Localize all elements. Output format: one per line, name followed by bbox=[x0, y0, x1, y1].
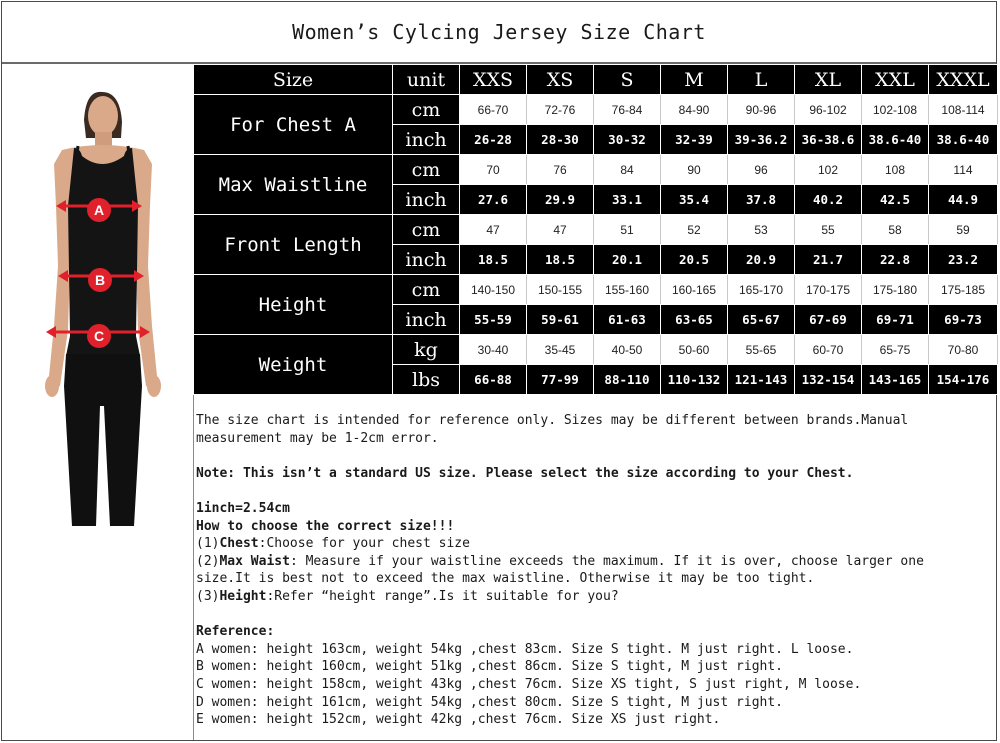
value-cell: 55-59 bbox=[460, 305, 527, 335]
value-cell: 65-67 bbox=[728, 305, 795, 335]
table-row bbox=[194, 95, 998, 125]
title-bar bbox=[2, 2, 996, 64]
header-size-l: L bbox=[728, 65, 795, 95]
value-cell: 155-160 bbox=[594, 275, 661, 305]
reference-item: B women: height 160cm, weight 51kg ,chest 86cm. Size S tight, M just right. bbox=[196, 659, 783, 675]
value-cell: 69-73 bbox=[929, 305, 998, 335]
value-cell: 22.8 bbox=[862, 245, 929, 275]
value-cell: 55-65 bbox=[728, 335, 795, 365]
value-cell: 150-155 bbox=[527, 275, 594, 305]
marker-b: B bbox=[94, 272, 106, 288]
value-cell: 70 bbox=[460, 155, 527, 185]
header-size-xl: XL bbox=[795, 65, 862, 95]
notes-section bbox=[196, 412, 994, 729]
table-header-row bbox=[194, 65, 998, 95]
value-cell: 44.9 bbox=[929, 185, 998, 215]
header-size-xxxl: XXXL bbox=[929, 65, 998, 95]
value-cell: 40-50 bbox=[594, 335, 661, 365]
unit-cell: kg bbox=[393, 335, 460, 365]
value-cell: 55 bbox=[795, 215, 862, 245]
value-cell: 110-132 bbox=[661, 365, 728, 395]
value-cell: 52 bbox=[661, 215, 728, 245]
value-cell: 63-65 bbox=[661, 305, 728, 335]
value-cell: 20.9 bbox=[728, 245, 795, 275]
reference-heading: Reference: bbox=[196, 624, 275, 640]
value-cell: 47 bbox=[527, 215, 594, 245]
value-cell: 40.2 bbox=[795, 185, 862, 215]
header-size-xxs: XXS bbox=[460, 65, 527, 95]
header-size-s: S bbox=[594, 65, 661, 95]
us-size-note: Note: This isn’t a standard US size. Please select the size according to your Chest. bbox=[196, 465, 854, 481]
page-title: Women’s Cylcing Jersey Size Chart bbox=[292, 20, 706, 44]
header-unit: unit bbox=[393, 65, 460, 95]
value-cell: 114 bbox=[929, 155, 998, 185]
unit-cell: inch bbox=[393, 245, 460, 275]
unit-cell: cm bbox=[393, 275, 460, 305]
marker-c: C bbox=[93, 328, 105, 344]
header-size-xxl: XXL bbox=[862, 65, 929, 95]
reference-item: C women: height 158cm, weight 43kg ,chest 76cm. Size XS tight, S just right, M loose. bbox=[196, 676, 862, 692]
value-cell: 61-63 bbox=[594, 305, 661, 335]
size-table-body bbox=[194, 65, 998, 395]
model-figure bbox=[2, 86, 193, 526]
value-cell: 59-61 bbox=[527, 305, 594, 335]
reference-item: D women: height 161cm, weight 54kg ,chest 80cm. Size S tight, M just right. bbox=[196, 694, 783, 710]
row-label: Weight bbox=[194, 335, 393, 395]
value-cell: 108-114 bbox=[929, 95, 998, 125]
value-cell: 165-170 bbox=[728, 275, 795, 305]
how-to-heading: How to choose the correct size!!! bbox=[196, 518, 455, 534]
row-label: Front Length bbox=[194, 215, 393, 275]
value-cell: 69-71 bbox=[862, 305, 929, 335]
step-height: (3)Height:Refer “height range”.Is it suitable for you? bbox=[196, 588, 619, 604]
value-cell: 90-96 bbox=[728, 95, 795, 125]
value-cell: 36-38.6 bbox=[795, 125, 862, 155]
value-cell: 39-36.2 bbox=[728, 125, 795, 155]
value-cell: 18.5 bbox=[527, 245, 594, 275]
unit-cell: lbs bbox=[393, 365, 460, 395]
step-waist: (2)Max Waist: Measure if your waistline exceeds the maximum. If it is over, choose larger one bbox=[196, 553, 924, 569]
unit-cell: cm bbox=[393, 155, 460, 185]
value-cell: 102-108 bbox=[862, 95, 929, 125]
value-cell: 28-30 bbox=[527, 125, 594, 155]
value-cell: 170-175 bbox=[795, 275, 862, 305]
value-cell: 88-110 bbox=[594, 365, 661, 395]
reference-item: A women: height 163cm, weight 54kg ,chest 83cm. Size S tight. M just right. L loose. bbox=[196, 641, 854, 657]
value-cell: 175-180 bbox=[862, 275, 929, 305]
value-cell: 32-39 bbox=[661, 125, 728, 155]
value-cell: 20.5 bbox=[661, 245, 728, 275]
value-cell: 121-143 bbox=[728, 365, 795, 395]
value-cell: 33.1 bbox=[594, 185, 661, 215]
step-chest: (1)Chest:Choose for your chest size bbox=[196, 536, 470, 552]
value-cell: 66-70 bbox=[460, 95, 527, 125]
unit-cell: cm bbox=[393, 95, 460, 125]
value-cell: 50-60 bbox=[661, 335, 728, 365]
table-row bbox=[194, 155, 998, 185]
reference-item: E women: height 152cm, weight 42kg ,chest 76cm. Size XS just right. bbox=[196, 712, 721, 728]
row-label: Height bbox=[194, 275, 393, 335]
value-cell: 20.1 bbox=[594, 245, 661, 275]
value-cell: 38.6-40 bbox=[862, 125, 929, 155]
value-cell: 66-88 bbox=[460, 365, 527, 395]
value-cell: 53 bbox=[728, 215, 795, 245]
value-cell: 84-90 bbox=[661, 95, 728, 125]
value-cell: 160-165 bbox=[661, 275, 728, 305]
value-cell: 96 bbox=[728, 155, 795, 185]
header-size-xs: XS bbox=[527, 65, 594, 95]
value-cell: 60-70 bbox=[795, 335, 862, 365]
header-size-m: M bbox=[661, 65, 728, 95]
unit-cell: cm bbox=[393, 215, 460, 245]
table-row bbox=[194, 215, 998, 245]
value-cell: 90 bbox=[661, 155, 728, 185]
value-cell: 30-32 bbox=[594, 125, 661, 155]
value-cell: 47 bbox=[460, 215, 527, 245]
value-cell: 18.5 bbox=[460, 245, 527, 275]
value-cell: 70-80 bbox=[929, 335, 998, 365]
size-chart-table bbox=[193, 64, 998, 395]
table-row bbox=[194, 275, 998, 305]
unit-cell: inch bbox=[393, 125, 460, 155]
value-cell: 29.9 bbox=[527, 185, 594, 215]
value-cell: 35-45 bbox=[527, 335, 594, 365]
value-cell: 42.5 bbox=[862, 185, 929, 215]
value-cell: 26-28 bbox=[460, 125, 527, 155]
value-cell: 72-76 bbox=[527, 95, 594, 125]
disclaimer-line-1: The size chart is intended for reference only. Sizes may be different between brands.Manual bbox=[196, 413, 909, 428]
value-cell: 58 bbox=[862, 215, 929, 245]
value-cell: 96-102 bbox=[795, 95, 862, 125]
value-cell: 65-75 bbox=[862, 335, 929, 365]
value-cell: 59 bbox=[929, 215, 998, 245]
value-cell: 38.6-40 bbox=[929, 125, 998, 155]
value-cell: 154-176 bbox=[929, 365, 998, 395]
value-cell: 132-154 bbox=[795, 365, 862, 395]
value-cell: 21.7 bbox=[795, 245, 862, 275]
conversion-note: 1inch=2.54cm bbox=[196, 500, 290, 516]
value-cell: 102 bbox=[795, 155, 862, 185]
unit-cell: inch bbox=[393, 305, 460, 335]
value-cell: 77-99 bbox=[527, 365, 594, 395]
value-cell: 51 bbox=[594, 215, 661, 245]
table-row bbox=[194, 335, 998, 365]
value-cell: 175-185 bbox=[929, 275, 998, 305]
header-size: Size bbox=[194, 65, 393, 95]
value-cell: 76 bbox=[527, 155, 594, 185]
value-cell: 84 bbox=[594, 155, 661, 185]
value-cell: 30-40 bbox=[460, 335, 527, 365]
step-waist-line-2: size.It is best not to exceed the max waistline. Otherwise it may be too tight. bbox=[196, 571, 815, 587]
value-cell: 143-165 bbox=[862, 365, 929, 395]
model-panel bbox=[2, 64, 194, 740]
row-label: Max Waistline bbox=[194, 155, 393, 215]
value-cell: 140-150 bbox=[460, 275, 527, 305]
value-cell: 23.2 bbox=[929, 245, 998, 275]
row-label: For Chest A bbox=[194, 95, 393, 155]
reference-list bbox=[196, 641, 994, 729]
value-cell: 37.8 bbox=[728, 185, 795, 215]
unit-cell: inch bbox=[393, 185, 460, 215]
value-cell: 67-69 bbox=[795, 305, 862, 335]
value-cell: 76-84 bbox=[594, 95, 661, 125]
value-cell: 108 bbox=[862, 155, 929, 185]
value-cell: 35.4 bbox=[661, 185, 728, 215]
marker-a: A bbox=[93, 202, 105, 218]
disclaimer-line-2: measurement may be 1-2cm error. bbox=[196, 430, 439, 446]
value-cell: 27.6 bbox=[460, 185, 527, 215]
